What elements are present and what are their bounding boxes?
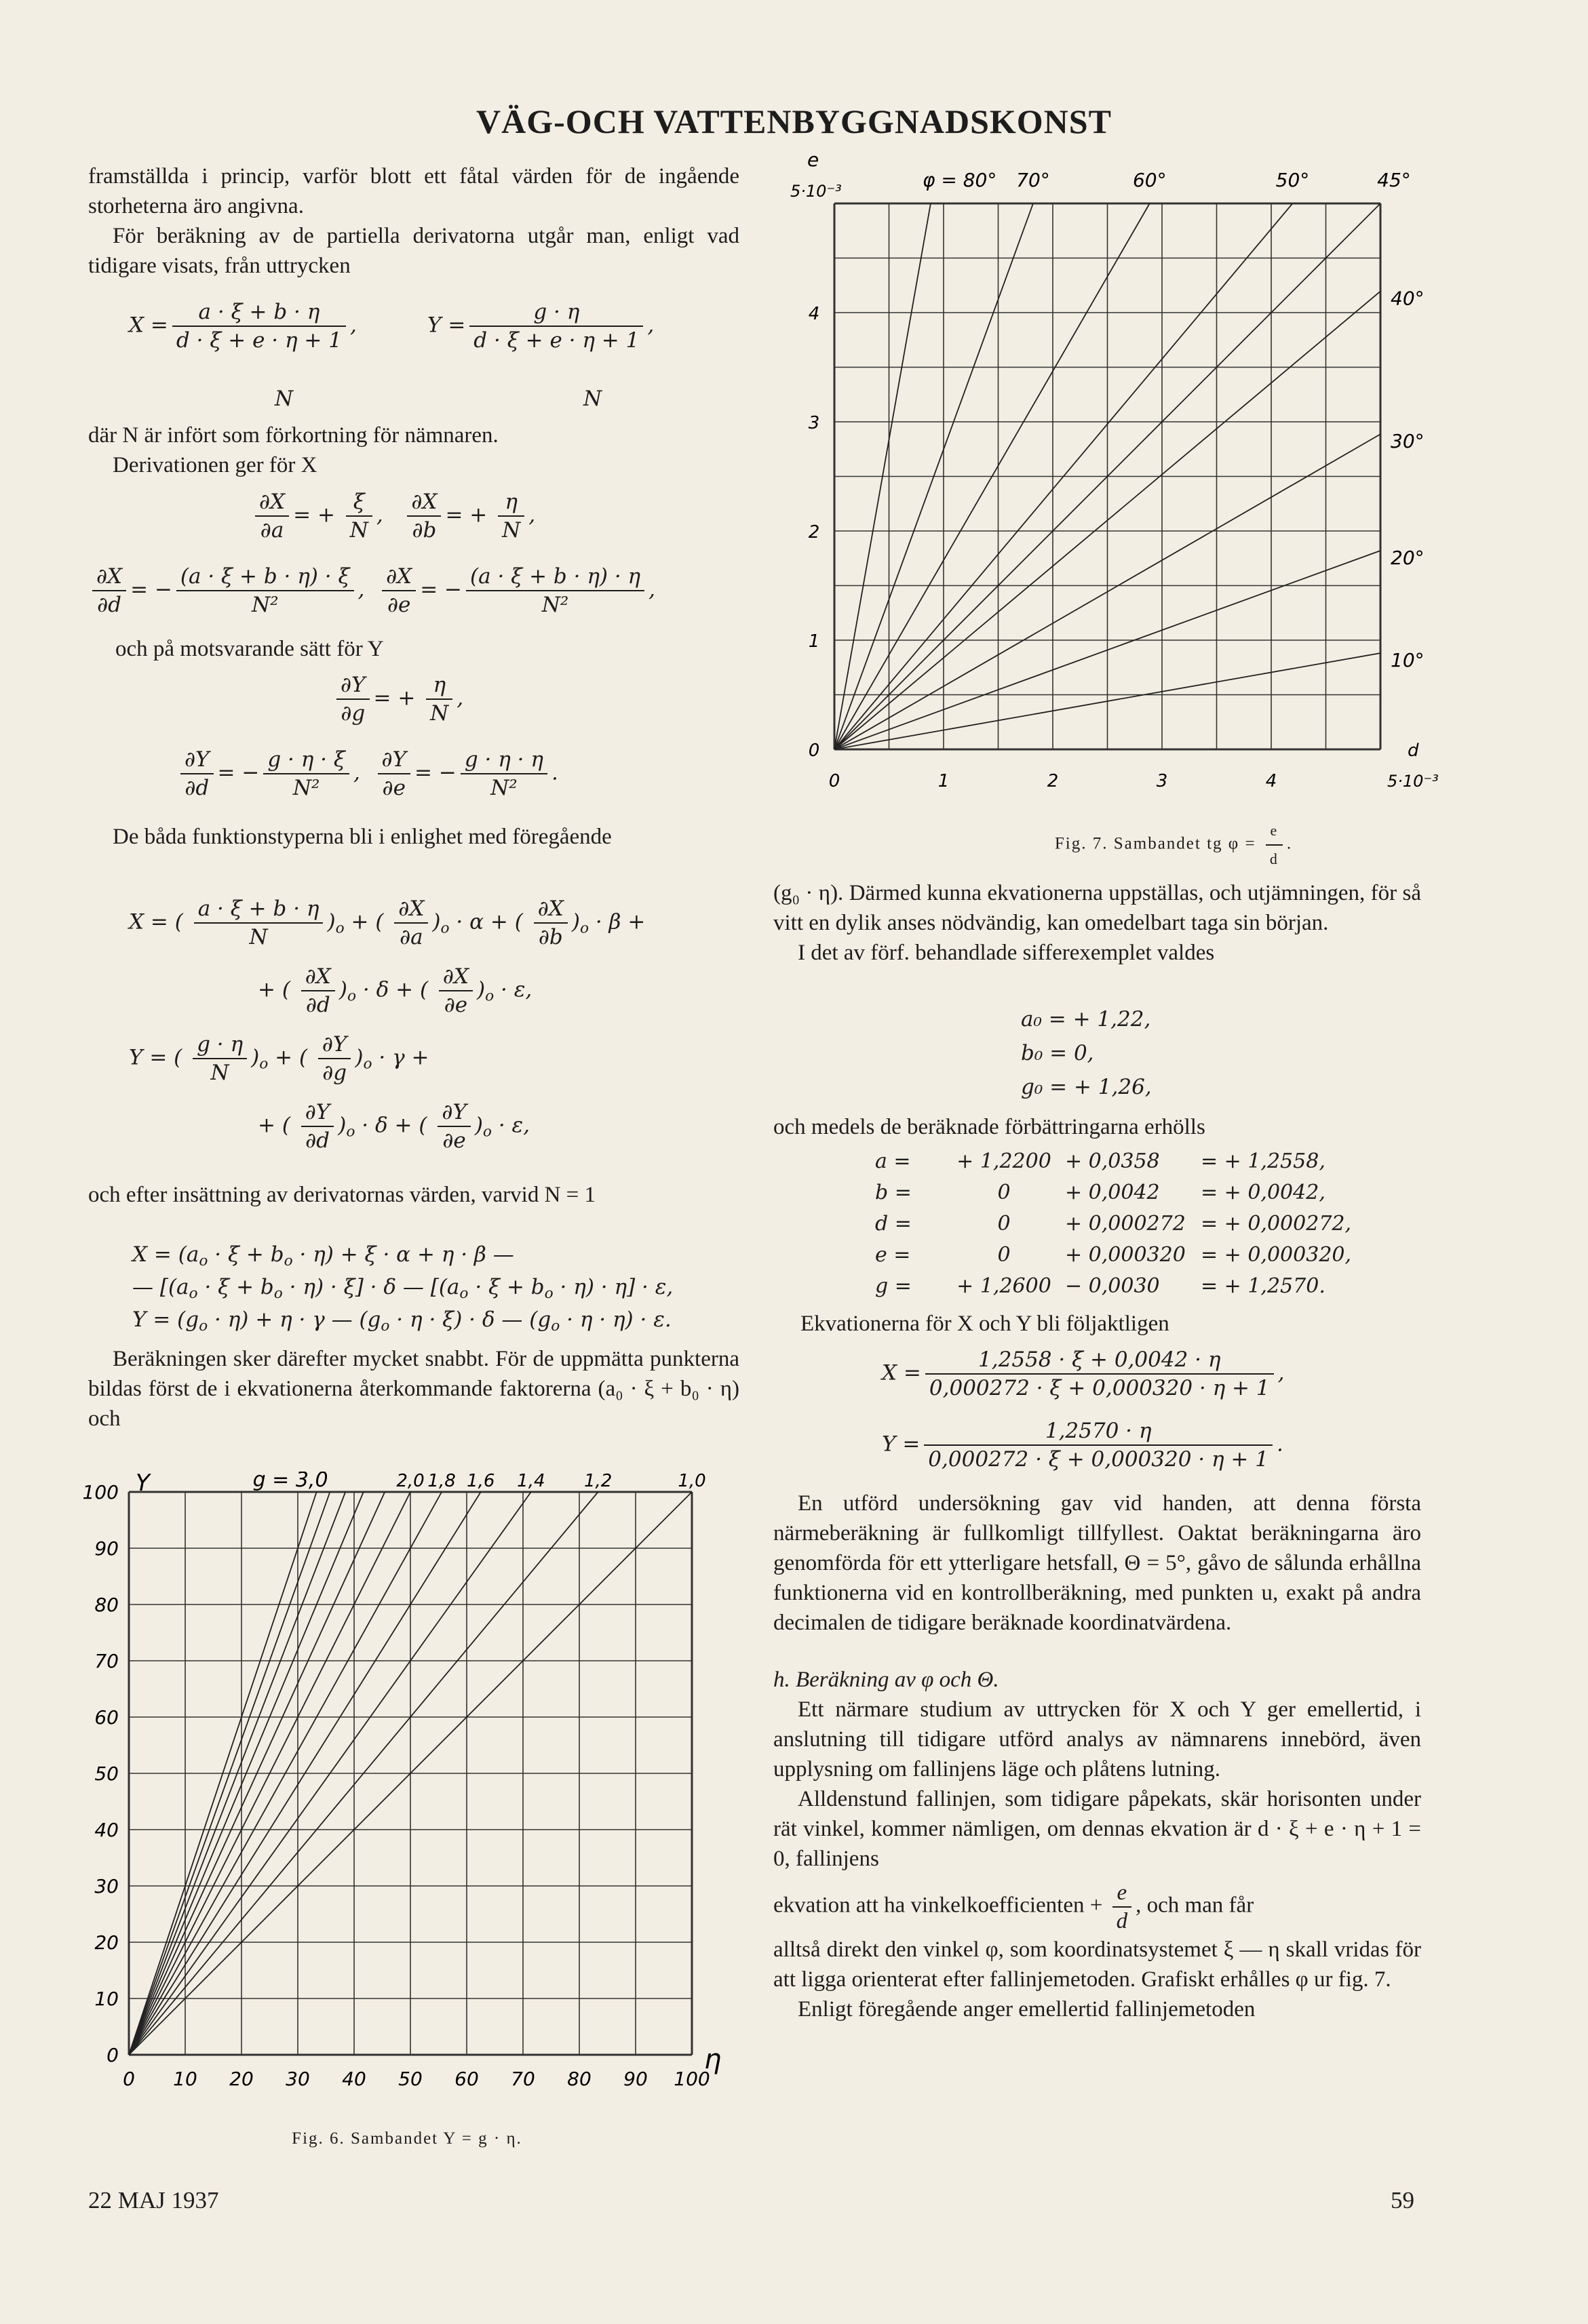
x-axis-label: d xyxy=(1408,741,1419,761)
x-tick-label: 90 xyxy=(623,2068,648,2090)
eq-dX-dd-de: $\frac{\partial X}{\partial d}$ = − $\frac{(a \cdot \xi + b \cdot \eta) \cdot \xi}{\text{N²}}$ , $\frac{\partial X}{\partial e}$ = − $\frac{(a \cdot \xi + b \cdot \eta) \cdot \eta}{\text{N²}}$ , xyxy=(88,563,655,618)
eq-Y-numeric: Y = $\frac{1,2570 \cdot \eta}{0,000272 \cdot \xi + 0,000320 \cdot \eta + 1}$ . xyxy=(882,1419,1283,1472)
results-cell: + 1,2200 xyxy=(956,1149,1051,1173)
fig6-chart xyxy=(68,1472,753,2143)
results-cell: + 0,000272 xyxy=(1065,1212,1186,1236)
footer-page: 59 xyxy=(1391,2187,1414,2213)
y-tick-label: 100 xyxy=(82,1481,119,1503)
top-label: 1,0 xyxy=(678,1472,706,1491)
right-p8a: ekvation att ha vinkelkoefficienten + xyxy=(773,1893,1103,1918)
results-cell: = + 0,0042, xyxy=(1201,1181,1325,1204)
eq-Y-definition: Y = $\frac{g \cdot \eta}{d \cdot \xi + e \cdot \eta + 1}$ , xyxy=(427,300,655,353)
right-p4: Ekvationerna för X och Y bli följaktligen xyxy=(800,1312,1169,1336)
results-table xyxy=(875,1146,1363,1302)
eq-Y-final: $Y = (g_o \cdot \eta) + \eta \cdot \gamma$ — $(g_o \cdot \eta \cdot \xi) \cdot \delta$ — $(g_o \cdot \eta \cdot \eta) \cdot \varepsilon$. xyxy=(132,1307,672,1335)
eq-X-final-1: $X = (a_o \cdot \xi + b_o \cdot \eta) + \xi \cdot \alpha + \eta \cdot \beta$ — xyxy=(132,1242,514,1269)
top-label: 1,6 xyxy=(467,1472,495,1491)
eq-Y-linearized-2: + ( $\frac{\partial Y}{\partial d}$ )$_o \cdot \delta$ + ( $\frac{\partial Y}{\partial e}$ )$_o \cdot \varepsilon$, xyxy=(258,1100,530,1153)
results-cell: g = xyxy=(875,1274,912,1298)
fig7-caption-den: d xyxy=(1269,850,1279,867)
phi-label: φ = 80° xyxy=(923,169,997,191)
x-tick-label: 0 xyxy=(123,2068,135,2090)
results-cell: b = xyxy=(875,1181,912,1204)
x-tick-label: 100 xyxy=(674,2068,710,2090)
eq-X-final-2: — $[(a_o \cdot \xi + b_o \cdot \eta) \cdot \xi] \cdot \delta$ — $[(a_o \cdot \xi + b_o \cdot \eta) \cdot \eta] \cdot \varepsilon$, xyxy=(132,1275,674,1302)
angle-label: 60° xyxy=(1132,169,1167,191)
b0-value: b₀ = 0, xyxy=(1021,1041,1094,1065)
results-cell: = + 1,2570. xyxy=(1201,1274,1325,1298)
x-tick-label: 40 xyxy=(342,2068,366,2090)
g-label: g = 3,0 xyxy=(252,1472,328,1492)
results-row xyxy=(875,1240,1363,1271)
y-tick-label: 50 xyxy=(94,1762,119,1785)
x-tick-label: 50 xyxy=(398,2068,423,2090)
results-cell: 0 xyxy=(997,1181,1011,1204)
angle-label: 10° xyxy=(1391,649,1425,672)
left-column xyxy=(88,161,739,281)
right-p8: ekvation att ha vinkelkoefficienten + $\frac{e}{d}$ , och man får xyxy=(773,1880,1254,1933)
results-cell: + 1,2600 xyxy=(956,1274,1051,1298)
left-col-d xyxy=(88,822,739,852)
N-label-2: N xyxy=(583,387,602,411)
x-tick-label: 0 xyxy=(828,771,840,791)
footer-date: 22 MAJ 1937 xyxy=(88,2187,219,2213)
right-p5: En utförd undersökning gav vid handen, att denna första närmeberäkning är fullkomligt tillfyllest. Oaktat beräkningarna äro genomförda för ett ytterligare hetsfall, Θ = 5°, gåvo de sålunda erhållna funktionerna vid en kontrollberäkning, med punkten u, exakt på andra decimalen de tidigare beräknade koordinatvärdena. xyxy=(773,1491,1421,1635)
results-cell: = + 1,2558, xyxy=(1201,1149,1325,1173)
g0-value: g₀ = + 1,26, xyxy=(1021,1075,1152,1099)
eq-X-numerator: a · ξ + b · η xyxy=(172,298,346,327)
results-cell: a = xyxy=(875,1149,911,1173)
y-tick-label: 1 xyxy=(808,631,820,652)
right-col-c xyxy=(800,1309,1421,1339)
fig7-chart xyxy=(780,146,1519,797)
y-axis-label: e xyxy=(807,149,819,171)
fig7-caption-text: Fig. 7. Sambandet tg φ = xyxy=(1054,834,1256,853)
right-col-a xyxy=(773,878,1421,968)
angle-label: 20° xyxy=(1391,547,1425,570)
x-tick-label: 4 xyxy=(1265,771,1277,791)
left-col-b xyxy=(88,420,739,480)
results-cell: 0 xyxy=(997,1243,1011,1267)
results-row xyxy=(875,1208,1363,1240)
left-p8: Beräkningen sker därefter mycket snabbt. För de uppmätta punkterna bildas först de i ekvationerna återkommande faktorerna (a₀ · ξ + b₀ · η) och xyxy=(88,1347,739,1431)
eq-Y-denominator: d · ξ + e · η + 1 xyxy=(473,328,640,353)
right-p3: och medels de beräknade förbättringarna erhölls xyxy=(773,1115,1205,1139)
x-tick-label: 2 xyxy=(1047,771,1059,791)
left-p2: För beräkning av de partiella derivatorna utgår man, enligt vad tidigare visats, från uttrycken xyxy=(88,224,739,278)
fig7-caption-num: e xyxy=(1266,817,1283,846)
results-cell: e = xyxy=(875,1243,911,1267)
eq-dX-da: $\frac{\partial X}{\partial a}$ = + $\frac{\xi}{N}$ , $\frac{\partial X}{\partial b}$ = + $\frac{\eta}{N}$ , xyxy=(251,488,535,544)
x-unit-label: 5·10⁻³ xyxy=(1387,772,1439,791)
results-cell: = + 0,000272, xyxy=(1201,1212,1352,1236)
eq-Y-linearized-1: Y = ( $\frac{g \cdot \eta}{N}$ )$_o$ + ( $\frac{\partial Y}{\partial g}$ )$_o \cdot \gamma$ + xyxy=(129,1032,429,1085)
right-p1: (g₀ · η). Därmed kunna ekvationerna uppställas, och utjämningen, för så vitt en dylik anses nödvändig, kan omedelbart taga sin början. xyxy=(773,881,1421,935)
left-p7: och efter insättning av derivatornas värden, varvid N = 1 xyxy=(88,1183,596,1207)
right-p10: Enligt föregående anger emellertid fallinjemetoden xyxy=(798,1997,1256,2022)
y-tick-label: 60 xyxy=(94,1706,119,1729)
y-tick-label: 40 xyxy=(94,1819,119,1841)
top-label: 1,8 xyxy=(427,1472,456,1491)
y-tick-label: 0 xyxy=(808,741,820,761)
x-tick-label: 60 xyxy=(454,2068,479,2090)
eq-X-definition: X = $\frac{a \cdot \xi + b \cdot \eta}{d \cdot \xi + e \cdot \eta + 1}$ , xyxy=(129,300,357,353)
fig6-caption: Fig. 6. Sambandet Y = g · η. xyxy=(292,2129,522,2148)
left-col-c xyxy=(115,634,726,664)
top-label: 1,2 xyxy=(583,1472,613,1491)
right-col-d xyxy=(773,1489,1421,2024)
fig7-caption: Fig. 7. Sambandet tg φ = $\frac{e}{d}$ . xyxy=(936,817,1411,873)
left-p6: De båda funktionstyperna bli i enlighet med föregående xyxy=(113,825,612,849)
left-p3: där N är infört som förkortning för nämnaren. xyxy=(88,423,499,448)
y-axis-label: Y xyxy=(136,1472,150,1497)
eq-dY-dg: $\frac{\partial Y}{\partial g}$ = + $\frac{\eta}{N}$ , xyxy=(332,671,463,727)
right-col-b xyxy=(773,1112,1421,1142)
eq-X-linearized-1: X = ( $\frac{a \cdot \xi + b \cdot \eta}{N}$ )$_o$ + ( $\frac{\partial X}{\partial a}$ )$_o \cdot \alpha$ + ( $\frac{\partial X}{\partial b}$ )$_o \cdot \beta$ + xyxy=(129,897,646,949)
top-label: 2,0 xyxy=(396,1472,425,1491)
x-tick-label: 3 xyxy=(1156,771,1168,791)
y-tick-label: 70 xyxy=(94,1650,119,1672)
y-tick-label: 2 xyxy=(808,522,820,543)
eq-X-linearized-2: + ( $\frac{\partial X}{\partial d}$ )$_o \cdot \delta$ + ( $\frac{\partial X}{\partial e}$ )$_o \cdot \varepsilon$, xyxy=(258,964,532,1017)
left-p5: och på motsvarande sätt för Y xyxy=(115,637,384,661)
right-p8b: , och man får xyxy=(1136,1893,1254,1918)
y-unit-label: 5·10⁻³ xyxy=(790,182,842,201)
results-cell: d = xyxy=(875,1212,912,1236)
eq-X-numeric: X = $\frac{1,2558 \cdot \xi + 0,0042 \cdot \eta}{0,000272 \cdot \xi + 0,000320 \cdot \eta + 1}$ , xyxy=(882,1347,1285,1400)
x-tick-label: 80 xyxy=(567,2068,592,2090)
right-p7: Alldenstund fallinjen, som tidigare påpekats, skär horisonten under rät vinkel, kommer nämligen, om dennas ekvation är d · ξ + e · η + 1 = 0, fallinjens xyxy=(773,1787,1421,1871)
a0-value: a₀ = + 1,22, xyxy=(1021,1007,1151,1031)
left-p4: Derivationen ger för X xyxy=(113,453,317,477)
x-tick-label: 20 xyxy=(229,2068,254,2090)
results-cell: 0 xyxy=(997,1212,1011,1236)
results-cell: + 0,0042 xyxy=(1065,1181,1160,1204)
left-col-e xyxy=(88,1180,739,1210)
y-tick-label: 30 xyxy=(94,1875,119,1897)
left-p1: framställda i princip, varför blott ett fåtal värden för de ingående storheterna äro angivna. xyxy=(88,164,739,218)
results-row xyxy=(875,1177,1363,1208)
right-p6: Ett närmare studium av uttrycken för X och Y ger emellertid, i anslutning till tidigare utförd analys av nämnarens innebörd, även upplysning om fallinjens läge och plåtens lutning. xyxy=(773,1697,1421,1781)
y-tick-label: 0 xyxy=(106,2044,119,2066)
results-cell: − 0,0030 xyxy=(1065,1274,1160,1298)
right-p2: I det av förf. behandlade sifferexemplet valdes xyxy=(798,941,1215,965)
angle-label: 50° xyxy=(1275,169,1310,191)
y-tick-label: 20 xyxy=(94,1931,119,1954)
x-tick-label: 70 xyxy=(511,2068,535,2090)
angle-label: 30° xyxy=(1391,430,1425,453)
angle-label: 45° xyxy=(1377,169,1411,191)
section-title: h. Beräkning av φ och Θ. xyxy=(773,1668,999,1692)
y-tick-label: 10 xyxy=(94,1988,119,2010)
x-tick-label: 1 xyxy=(937,771,950,791)
x-axis-label: η xyxy=(704,2044,722,2075)
y-tick-label: 90 xyxy=(94,1537,119,1560)
eq-dY-dd-de: $\frac{\partial Y}{\partial d}$ = − $\frac{g \cdot \eta \cdot \xi}{\text{N²}}$ , $\frac{\partial Y}{\partial e}$ = − $\frac{g \cdot \eta \cdot \eta}{\text{N²}}$ . xyxy=(176,746,558,802)
results-row xyxy=(875,1146,1363,1177)
page-heading: VÄG-OCH VATTENBYGGNADSKONST xyxy=(476,102,1112,140)
eq-Y-numerator: g · η xyxy=(469,298,643,327)
left-col-f xyxy=(88,1344,739,1434)
results-cell: = + 0,000320, xyxy=(1201,1243,1352,1267)
angle-label: 70° xyxy=(1016,169,1050,191)
right-p9: alltså direkt den vinkel φ, som koordinatsystemet ξ — η skall vridas för att ligga orienterat efter fallinjemetoden. Grafiskt erhålles φ ur fig. 7. xyxy=(773,1937,1421,1992)
eq-X-denominator: d · ξ + e · η + 1 xyxy=(176,328,342,353)
results-cell: + 0,000320 xyxy=(1065,1243,1186,1267)
y-tick-label: 3 xyxy=(808,413,820,433)
x-tick-label: 30 xyxy=(286,2068,310,2090)
y-tick-label: 80 xyxy=(94,1594,119,1616)
results-cell: + 0,0358 xyxy=(1065,1149,1160,1173)
results-row xyxy=(875,1271,1363,1302)
N-label-1: N xyxy=(275,387,294,411)
x-tick-label: 10 xyxy=(173,2068,197,2090)
top-label: 1,4 xyxy=(517,1472,545,1491)
angle-label: 40° xyxy=(1391,287,1425,310)
y-tick-label: 4 xyxy=(808,304,820,324)
